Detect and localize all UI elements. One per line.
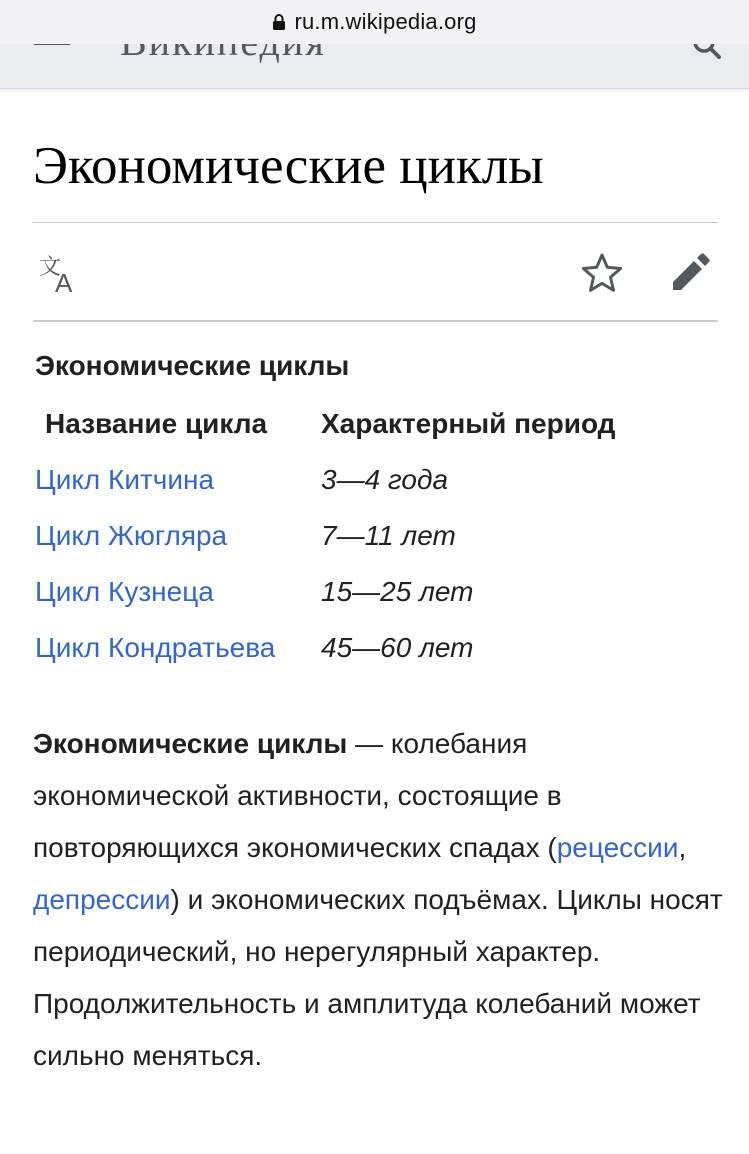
cycle-period: 45—60 лет [321,632,474,663]
url-display[interactable] [272,9,476,35]
lock-icon [272,13,286,31]
cycle-period: 7—11 лет [321,520,456,551]
paragraph-text: — колебания экономической активности, состоящие в повторяющихся экономических спадах ( [33,728,562,863]
link-depression[interactable]: депрессии [33,884,171,915]
cycle-link-kondratiev[interactable]: Цикл Кондратьева [35,632,276,663]
language-icon[interactable] [37,252,83,298]
edit-icon[interactable] [667,250,713,296]
column-header-name: Название цикла [45,408,268,439]
intro-paragraph [33,718,723,1082]
link-recession[interactable]: рецессии [556,832,679,863]
paragraph-term: Экономические циклы [33,728,348,759]
site-header [0,44,749,89]
actions-divider [33,320,718,322]
title-divider [33,222,718,223]
table-caption: Экономические циклы [35,350,350,381]
page-actions [33,240,718,300]
cycle-period: 15—25 лет [321,576,474,607]
column-header-period: Характерный период [321,408,616,439]
table-row [33,564,615,620]
paragraph-separator: , [678,832,687,863]
star-icon[interactable] [579,250,625,296]
cycle-link-kuznets[interactable]: Цикл Кузнеца [35,576,214,607]
table-row [33,452,615,508]
browser-url-bar[interactable] [0,0,749,44]
cycle-period: 3—4 года [321,464,449,495]
cycle-link-juglar[interactable]: Цикл Жюгляра [35,520,228,551]
table-header-row [33,396,615,452]
svg-text:A: A [55,268,73,298]
page-title: Экономические циклы [33,137,544,195]
table-row [33,620,615,676]
svg-text:文: 文 [39,255,62,280]
table-row [33,508,615,564]
url-text: ru.m.wikipedia.org [294,9,477,34]
cycles-table [33,396,615,676]
cycle-link-kitchin[interactable]: Цикл Китчина [35,464,215,495]
paragraph-text-continued: ) и экономических подъёмах. Циклы носят периодический, но нерегулярный характер. Продолжительность и амплитуда колебаний может сильно меняться. [33,884,723,1071]
